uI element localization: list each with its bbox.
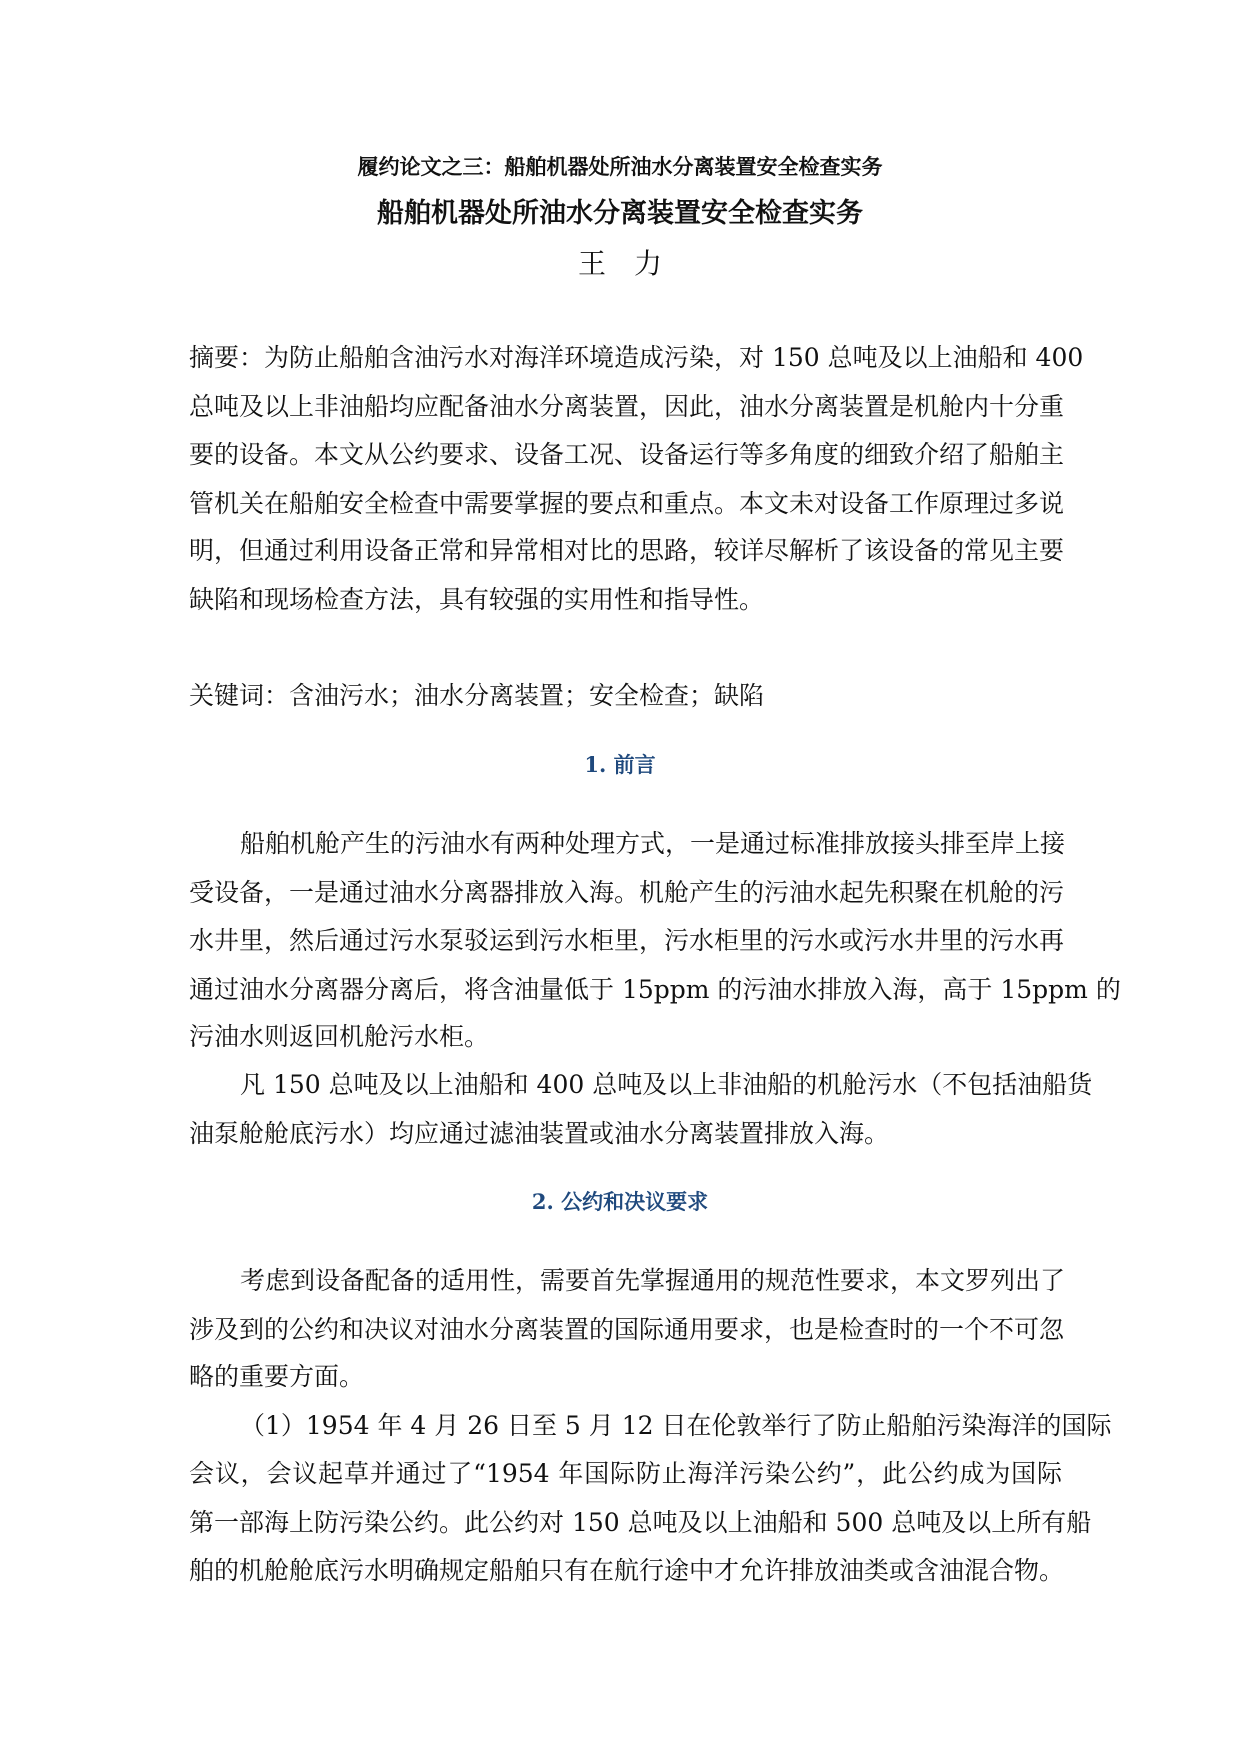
paragraph-line: 考虑到设备配备的适用性，需要首先掌握通用的规范性要求，本文罗列出了 (240, 1266, 1066, 1295)
paragraph-line: 会议，会议起草并通过了“1954 年国际防止海洋污染公约”，此公约成为国际 (189, 1459, 1062, 1488)
abstract-line: 总吨及以上非油船均应配备油水分离装置，因此，油水分离装置是机舱内十分重 (189, 392, 1065, 421)
paragraph-line: 受设备，一是通过油水分离器排放入海。机舱产生的污油水起先积聚在机舱的污 (189, 878, 1065, 907)
paragraph-line: 水井里，然后通过污水泵驳运到污水柜里，污水柜里的污水或污水井里的污水再 (189, 926, 1065, 955)
section-heading-introduction: 1. 前言 (584, 752, 656, 777)
paragraph-line: （1）1954 年 4 月 26 日至 5 月 12 日在伦敦举行了防止船舶污染海洋的国际 (240, 1411, 1112, 1440)
paragraph-line: 通过油水分离器分离后，将含油量低于 15ppm 的污油水排放入海，高于 15ppm 的 (189, 975, 1121, 1004)
page-title: 船舶机器处所油水分离装置安全检查实务 (377, 198, 863, 229)
paragraph-line: 舶的机舱舱底污水明确规定船舶只有在航行途中才允许排放油类或含油混合物。 (189, 1556, 1065, 1585)
paragraph-line: 第一部海上防污染公约。此公约对 150 总吨及以上油船和 500 总吨及以上所有船 (189, 1508, 1092, 1537)
paragraph-line: 船舶机舱产生的污油水有两种处理方式，一是通过标准排放接头排至岸上接 (240, 829, 1066, 858)
abstract-line: 缺陷和现场检查方法，具有较强的实用性和指导性。 (189, 585, 765, 614)
paragraph-line: 涉及到的公约和决议对油水分离装置的国际通用要求，也是检查时的一个不可忽 (189, 1315, 1065, 1344)
keywords: 关键词：含油污水；油水分离装置；安全检查；缺陷 (189, 681, 765, 710)
abstract-line: 明，但通过利用设备正常和异常相对比的思路，较详尽解析了该设备的常见主要 (189, 536, 1065, 565)
abstract-line: 管机关在船舶安全检查中需要掌握的要点和重点。本文未对设备工作原理过多说 (189, 489, 1065, 518)
abstract-line: 摘要：为防止船舶含油污水对海洋环境造成污染，对 150 总吨及以上油船和 400 (189, 343, 1084, 372)
abstract-line: 要的设备。本文从公约要求、设备工况、设备运行等多角度的细致介绍了船舶主 (189, 440, 1065, 469)
paragraph-line: 略的重要方面。 (189, 1362, 365, 1391)
section-heading-convention-requirements: 2. 公约和决议要求 (531, 1189, 709, 1214)
paragraph-line: 污油水则返回机舱污水柜。 (189, 1022, 490, 1051)
series-title: 履约论文之三：船舶机器处所油水分离装置安全检查实务 (357, 154, 883, 179)
author: 王力 (577, 247, 690, 280)
paragraph-line: 凡 150 总吨及以上油船和 400 总吨及以上非油船的机舱污水（不包括油船货 (240, 1070, 1093, 1099)
paragraph-line: 油泵舱舱底污水）均应通过滤油装置或油水分离装置排放入海。 (189, 1119, 890, 1148)
